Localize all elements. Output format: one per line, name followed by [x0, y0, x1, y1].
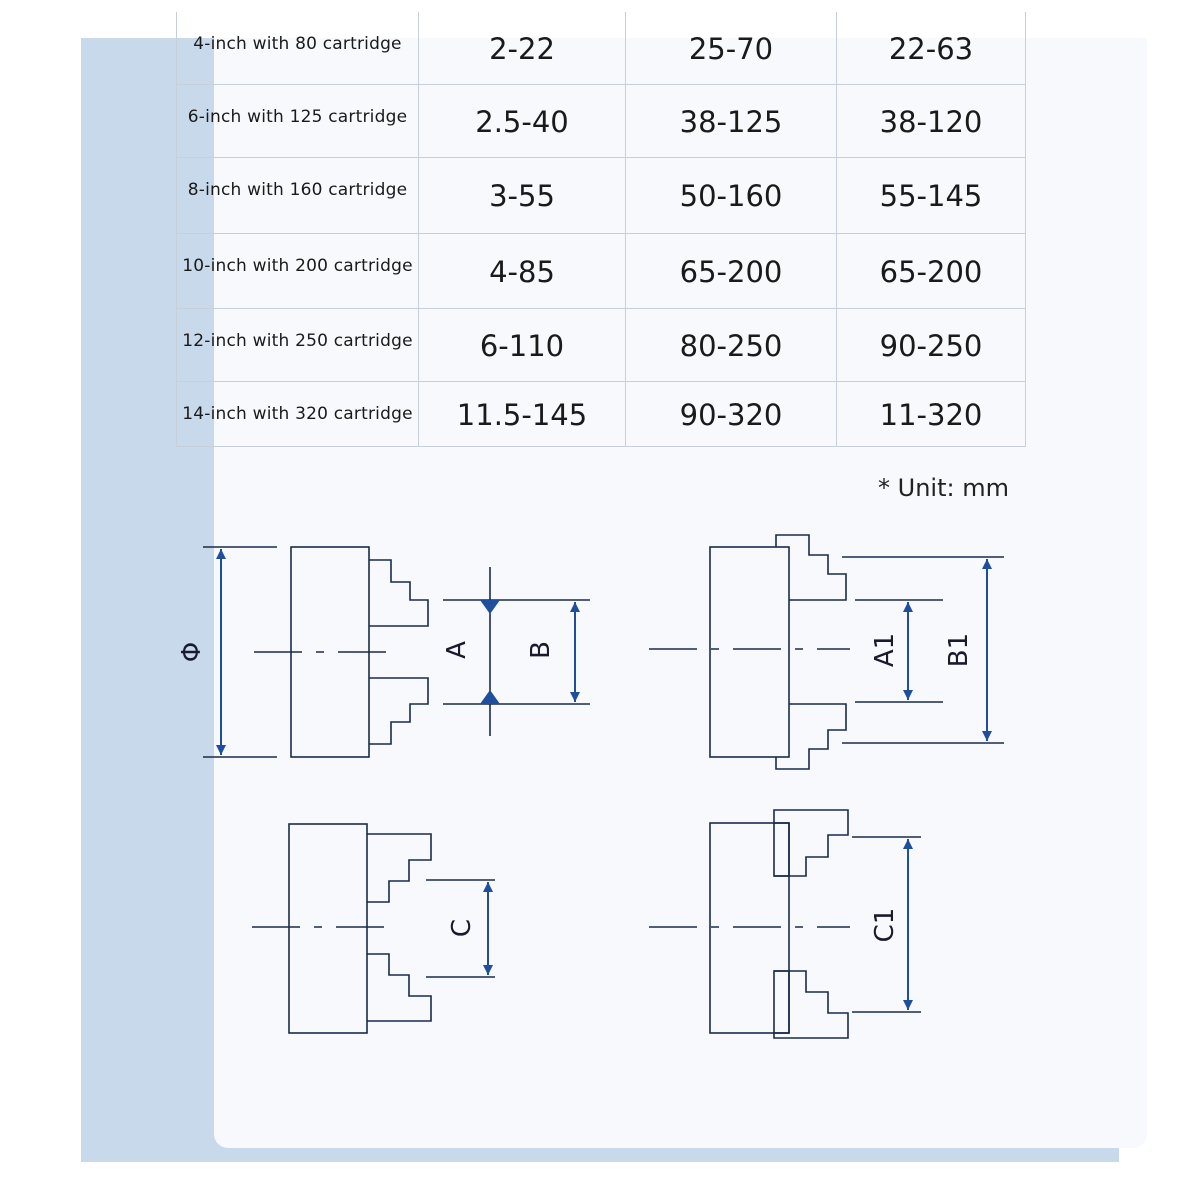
- size-cell: 8-inch with 160 cartridge: [177, 157, 419, 233]
- range-c-cell: 22-63: [837, 12, 1026, 84]
- range-c-cell: 90-250: [837, 308, 1026, 381]
- b1-label: B1: [944, 632, 974, 668]
- size-cell: 12-inch with 250 cartridge: [177, 308, 419, 381]
- range-a-cell: 4-85: [419, 233, 626, 308]
- b-label: B: [526, 641, 556, 659]
- range-a-cell: 6-110: [419, 308, 626, 381]
- range-b-cell: 25-70: [626, 12, 837, 84]
- size-cell: 6-inch with 125 cartridge: [177, 84, 419, 157]
- range-b-cell: 80-250: [626, 308, 837, 381]
- a-label: A: [442, 641, 472, 659]
- range-c-cell: 65-200: [837, 233, 1026, 308]
- range-a-cell: 11.5-145: [419, 381, 626, 446]
- size-cell: 10-inch with 200 cartridge: [177, 233, 419, 308]
- unit-note: * Unit: mm: [878, 474, 1009, 502]
- a1-label: A1: [870, 632, 900, 668]
- range-a-cell: 3-55: [419, 157, 626, 233]
- range-b-cell: 65-200: [626, 233, 837, 308]
- range-b-cell: 50-160: [626, 157, 837, 233]
- range-c-cell: 38-120: [837, 84, 1026, 157]
- range-a-cell: 2.5-40: [419, 84, 626, 157]
- c-label: C: [447, 918, 477, 938]
- phi-label: Φ: [177, 641, 207, 663]
- size-cell: 14-inch with 320 cartridge: [177, 381, 419, 446]
- size-cell: 4-inch with 80 cartridge: [177, 12, 419, 84]
- range-c-cell: 55-145: [837, 157, 1026, 233]
- a-arrow-top: [480, 600, 500, 614]
- range-b-cell: 90-320: [626, 381, 837, 446]
- c1-label: C1: [870, 907, 900, 943]
- range-a-cell: 2-22: [419, 12, 626, 84]
- range-b-cell: 38-125: [626, 84, 837, 157]
- range-c-cell: 11-320: [837, 381, 1026, 446]
- a-arrow-bottom: [480, 690, 500, 704]
